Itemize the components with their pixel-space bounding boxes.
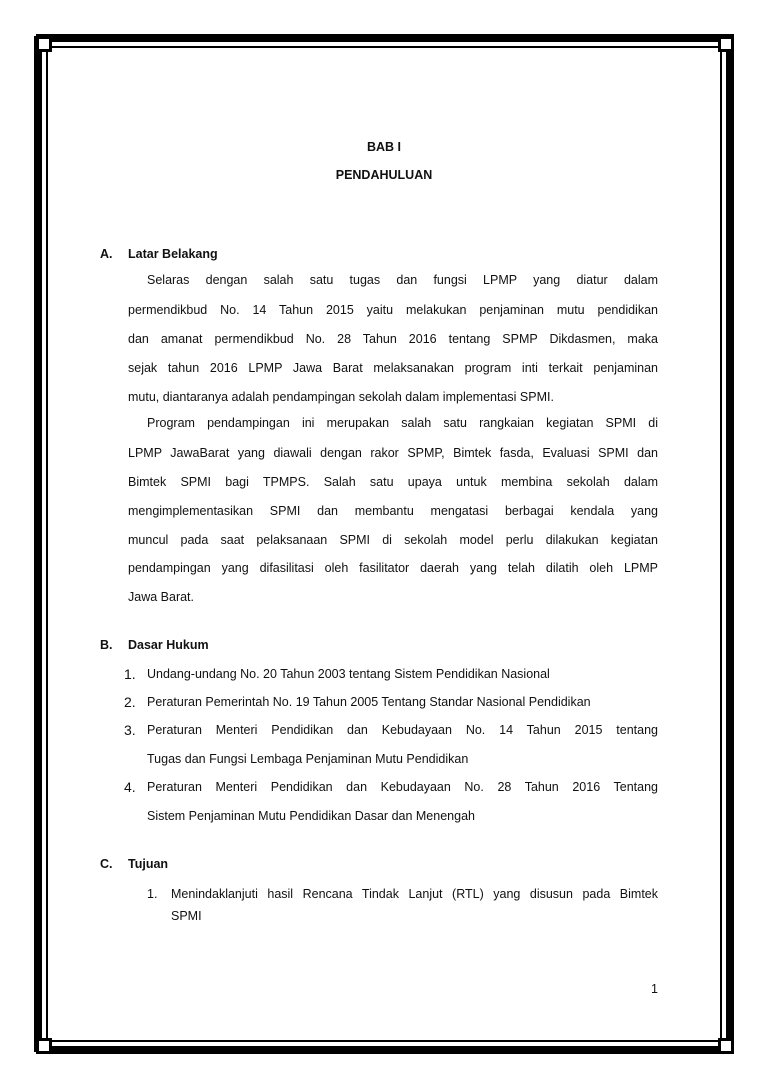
- page-border-bottom-inner: [50, 1040, 720, 1042]
- section-a-p2-line: pendampingan yang difasilitasi oleh fasilitator daerah yang telah dilatih oleh LPMP: [128, 561, 658, 575]
- objective-item-continued: SPMI: [171, 909, 202, 923]
- legal-basis-item: Peraturan Menteri Pendidikan dan Kebudayaan No. 28 Tahun 2016 Tentang: [147, 780, 658, 794]
- legal-basis-item: Peraturan Pemerintah No. 19 Tahun 2005 Tentang Standar Nasional Pendidikan: [147, 695, 591, 709]
- page-border-right-inner: [720, 50, 722, 1038]
- section-a-p1-line: sejak tahun 2016 LPMP Jawa Barat melaksanakan program inti terkait penjaminan: [128, 361, 658, 375]
- page-border-top-inner: [50, 46, 720, 48]
- section-a-p2-line: Program pendampingan ini merupakan salah satu rangkaian kegiatan SPMI di: [147, 416, 658, 430]
- section-b-marker: B.: [100, 638, 113, 652]
- section-a-p1-line: permendikbud No. 14 Tahun 2015 yaitu melakukan penjaminan mutu pendidikan: [128, 303, 658, 317]
- legal-basis-item: Undang-undang No. 20 Tahun 2003 tentang Sistem Pendidikan Nasional: [147, 667, 550, 681]
- section-a-p2-line: muncul pada saat pelaksanaan SPMI di sekolah model perlu dilakukan kegiatan: [128, 533, 658, 547]
- chapter-label: BAB I: [366, 140, 402, 154]
- section-c-heading: Tujuan: [128, 857, 169, 871]
- section-a-p1-line: Selaras dengan salah satu tugas dan fungsi LPMP yang diatur dalam: [147, 273, 658, 287]
- section-b-heading: Dasar Hukum: [128, 638, 209, 652]
- legal-basis-number: 2.: [124, 694, 136, 710]
- border-corner-bottom-left: [36, 1038, 52, 1054]
- border-corner-top-left: [36, 36, 52, 52]
- section-a-p2-line: Jawa Barat.: [128, 590, 195, 604]
- chapter-title: PENDAHULUAN: [335, 168, 433, 182]
- legal-basis-item-continued: Sistem Penjaminan Mutu Pendidikan Dasar dan Menengah: [147, 809, 475, 823]
- section-a-p1-line: dan amanat permendikbud No. 28 Tahun 2016 tentang SPMP Dikdasmen, maka: [128, 332, 658, 346]
- legal-basis-number: 1.: [124, 666, 136, 682]
- legal-basis-item: Peraturan Menteri Pendidikan dan Kebudayaan No. 14 Tahun 2015 tentang: [147, 723, 658, 737]
- page-number: 1: [651, 982, 658, 996]
- section-c-marker: C.: [100, 857, 113, 871]
- section-a-marker: A.: [100, 247, 113, 261]
- page-border-top: [36, 34, 734, 42]
- legal-basis-number: 4.: [124, 779, 136, 795]
- section-a-heading: Latar Belakang: [128, 247, 218, 261]
- page-border-left: [34, 36, 42, 1052]
- page-border-right: [726, 36, 734, 1052]
- border-corner-bottom-right: [718, 1038, 734, 1054]
- border-corner-top-right: [718, 36, 734, 52]
- legal-basis-item-continued: Tugas dan Fungsi Lembaga Penjaminan Mutu Pendidikan: [147, 752, 469, 766]
- section-a-p2-line: mengimplementasikan SPMI dan membantu mengatasi berbagai kendala yang: [128, 504, 658, 518]
- section-a-p2-line: Bimtek SPMI bagi TPMPS. Salah satu upaya untuk membina sekolah dalam: [128, 475, 658, 489]
- page-border-left-inner: [46, 50, 48, 1038]
- legal-basis-number: 3.: [124, 722, 136, 738]
- objective-number: 1.: [147, 887, 158, 901]
- section-a-p1-line: mutu, diantaranya adalah pendampingan sekolah dalam implementasi SPMI.: [128, 390, 554, 404]
- objective-item: Menindaklanjuti hasil Rencana Tindak Lanjut (RTL) yang disusun pada Bimtek: [171, 887, 658, 901]
- page-border-bottom: [36, 1046, 734, 1054]
- section-a-p2-line: LPMP JawaBarat yang diawali dengan rakor SPMP, Bimtek fasda, Evaluasi SPMI dan: [128, 446, 658, 460]
